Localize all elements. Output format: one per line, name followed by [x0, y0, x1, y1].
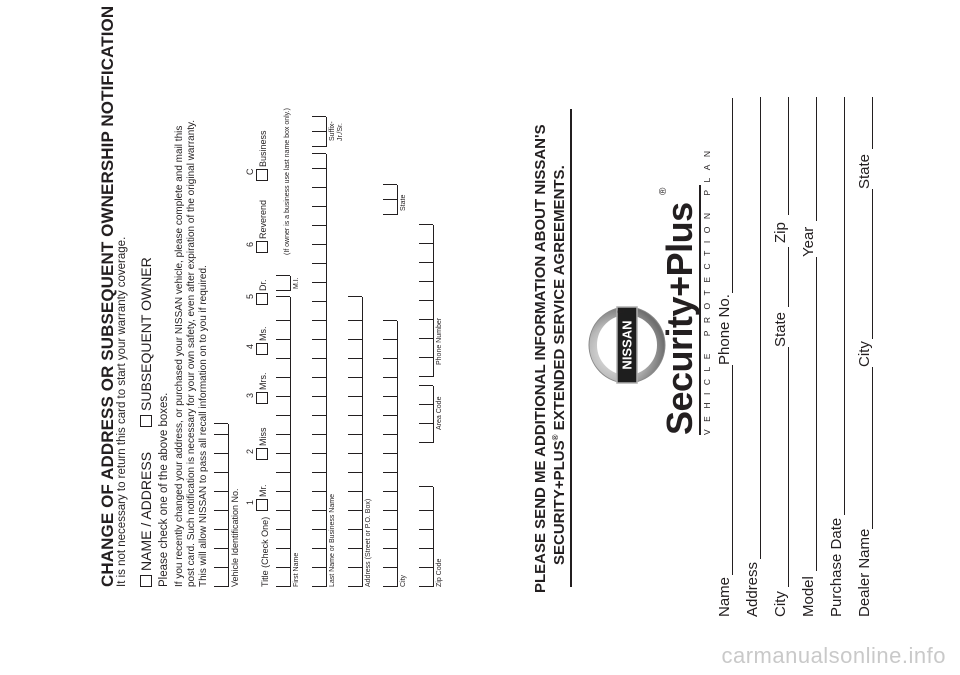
title-dr-label: Dr.: [258, 279, 268, 291]
area-code-boxes[interactable]: [419, 386, 434, 443]
subsequent-owner-option-label: SUBSEQUENT OWNER: [138, 257, 154, 411]
paragraph-line-3: This will allow NISSAN to pass all recall information on to you if required.: [198, 265, 209, 587]
state-field-line[interactable]: [788, 247, 789, 307]
nissan-logo: [587, 305, 667, 385]
promo-heading-rest: EXTENDED SERVICE AGREEMENTS.: [551, 165, 568, 435]
wordmark-rule: [699, 185, 701, 435]
promo-heading-line-2: [551, 165, 568, 565]
title-mr-checkbox[interactable]: [256, 499, 268, 511]
first-name-boxes[interactable]: [276, 297, 291, 587]
name-field-line[interactable]: [732, 365, 733, 575]
title-num-3: 3: [245, 392, 255, 398]
title-num-1: 1: [245, 499, 255, 505]
title-num-c: C: [245, 168, 255, 175]
vin-boxes[interactable]: [214, 424, 229, 587]
dealer-state-field-line[interactable]: [872, 97, 873, 149]
city-field-label: City: [772, 591, 789, 617]
title-mr-label: Mr.: [258, 484, 268, 497]
nissan-logo-text: NISSAN: [619, 320, 635, 370]
dealer-city-field-line[interactable]: [872, 189, 873, 339]
address-boxes[interactable]: [348, 297, 363, 587]
title-miss-checkbox[interactable]: [256, 448, 268, 460]
title-ms-checkbox[interactable]: [256, 343, 268, 355]
title-num-6: 6: [245, 241, 255, 247]
paragraph-line-2: post card. Such notification is necessary for your own safety, even after expiration of the original warranty.: [186, 119, 197, 587]
title-num-4: 4: [245, 343, 255, 349]
address-label: Address (Street or P.O. Box): [365, 498, 372, 587]
title-business-label: Business: [258, 130, 268, 167]
title-ms-label: Ms.: [258, 326, 268, 341]
card-title: CHANGE OF ADDRESS OR SUBSEQUENT OWNERSHIP NOTIFICATION: [98, 5, 117, 587]
last-name-boxes[interactable]: [312, 154, 327, 587]
security-plus-reg: ®: [658, 187, 669, 195]
dealer-state-field-label: State: [856, 153, 873, 189]
phone-field-line[interactable]: [732, 98, 733, 293]
address-field-line[interactable]: [760, 97, 761, 559]
title-dr-checkbox[interactable]: [256, 293, 268, 305]
promo-heading-brand: SECURITY+PLUS: [551, 440, 568, 565]
subsequent-owner-checkbox[interactable]: [140, 415, 152, 427]
city-boxes[interactable]: [383, 321, 398, 587]
card-subtitle: It is not necessary to return this card to start your warranty coverage.: [116, 236, 128, 587]
promo-rule: [570, 109, 572, 587]
area-code-label: Area Code: [436, 396, 443, 430]
zip-field-line[interactable]: [788, 97, 789, 215]
state-label: State: [400, 194, 407, 211]
mi-box[interactable]: [276, 276, 291, 291]
title-miss-label: Miss: [258, 427, 268, 446]
vin-label: Vehicle Identification No.: [230, 488, 240, 587]
title-num-2: 2: [245, 448, 255, 454]
zip-field-label: Zip: [772, 222, 789, 243]
suffix-label-2: Jr./Sr.: [337, 123, 344, 141]
title-mrs-label: Mrs.: [258, 372, 268, 390]
suffix-label-1: Suffix-: [329, 121, 336, 141]
title-mrs-checkbox[interactable]: [256, 392, 268, 404]
title-num-5: 5: [245, 293, 255, 299]
title-business-checkbox[interactable]: [256, 169, 268, 181]
phone-field-label: Phone No.: [716, 294, 733, 365]
city-label: City: [400, 574, 407, 587]
city-field-line[interactable]: [788, 347, 789, 587]
nissan-badge-icon: [587, 305, 667, 385]
first-name-label: First Name: [293, 552, 300, 587]
state-boxes[interactable]: [383, 185, 398, 215]
dealer-name-field-label: Dealer Name: [856, 528, 873, 617]
mi-label: M.I.: [293, 277, 300, 289]
site-watermark: carmanualsonline.info: [721, 643, 946, 668]
state-field-label: State: [772, 311, 789, 347]
purchase-date-field-label: Purchase Date: [828, 517, 845, 617]
phone-number-label: Phone Number: [436, 317, 443, 365]
business-note: (If owner is a business use last name box only.): [284, 108, 291, 255]
title-reverend-checkbox[interactable]: [256, 241, 268, 253]
dealer-name-field-line[interactable]: [872, 367, 873, 529]
year-field-line[interactable]: [816, 97, 817, 221]
model-field-label: Model: [800, 576, 817, 617]
name-address-option-label: NAME / ADDRESS: [138, 451, 154, 571]
promo-heading-reg: ®: [551, 434, 560, 441]
phone-number-boxes[interactable]: [419, 225, 434, 377]
security-plus-wordmark: Security+Plus: [659, 202, 700, 435]
check-instruction: Please check one of the above boxes.: [158, 392, 170, 587]
purchase-date-field-line[interactable]: [844, 97, 845, 515]
last-name-label: Last Name or Business Name: [329, 494, 336, 587]
year-field-label: Year: [800, 226, 817, 257]
suffix-boxes[interactable]: [312, 117, 327, 147]
name-field-label: Name: [716, 576, 733, 617]
title-label: Title (Check One): [260, 516, 270, 587]
vehicle-protection-plan: VEHICLE PROTECTION PLAN: [702, 143, 712, 435]
address-field-label: Address: [744, 561, 761, 617]
dealer-city-field-label: City: [856, 341, 873, 367]
name-address-checkbox[interactable]: [140, 575, 152, 587]
zip-label: Zip Code: [436, 558, 443, 587]
zip-boxes[interactable]: [419, 487, 434, 587]
title-reverend-label: Reverend: [258, 199, 268, 239]
promo-heading-line-1: PLEASE SEND ME ADDITIONAL INFORMATION ABOUT NISSAN'S: [532, 124, 549, 593]
model-field-line[interactable]: [816, 257, 817, 571]
paragraph-line-1: If you recently changed your address, or purchased your NISSAN vehicle, please complete and mail this: [174, 125, 185, 587]
nissan-reg-mark: ®: [616, 308, 626, 315]
